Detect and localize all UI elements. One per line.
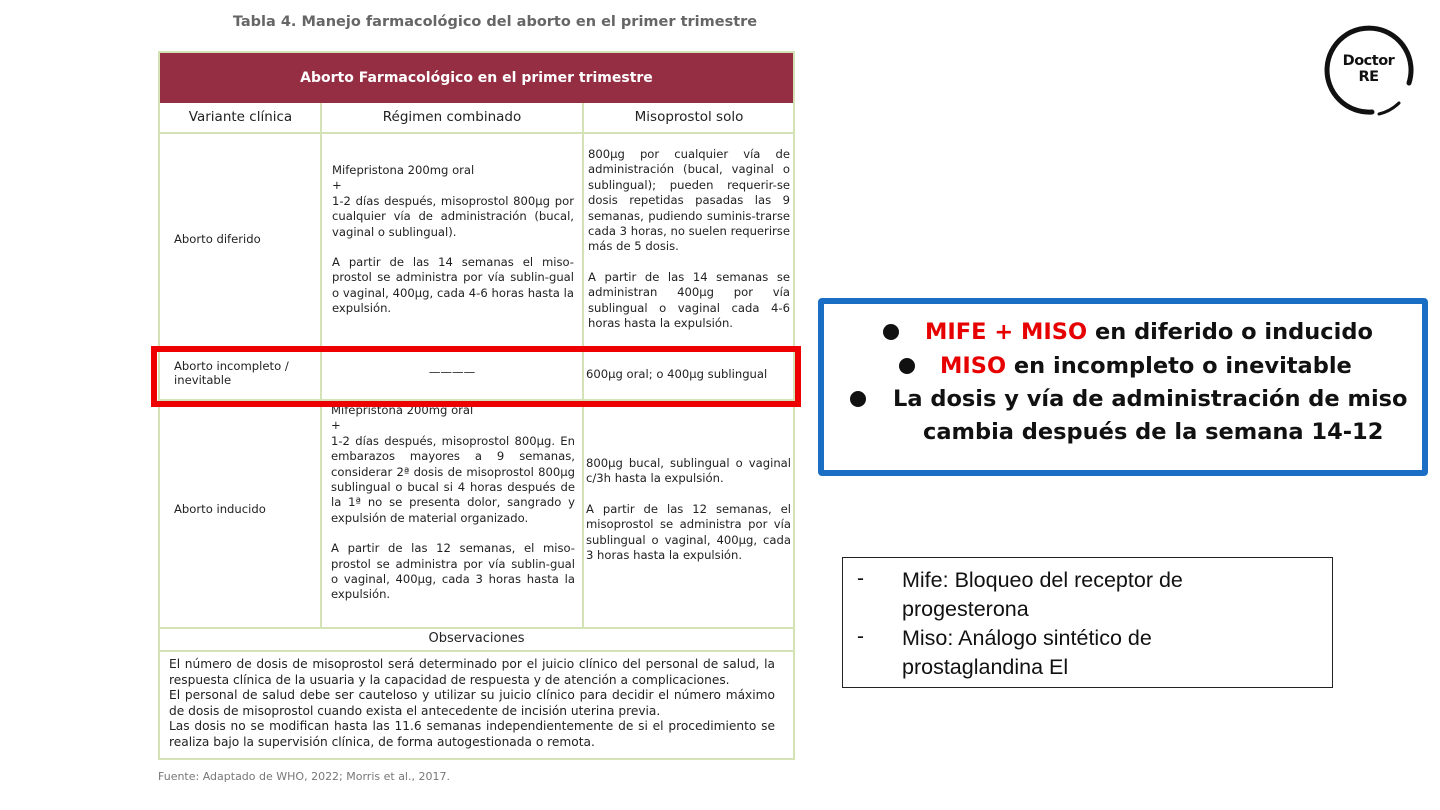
col-header-miso: Misoprostol solo — [634, 109, 744, 126]
row-combined-inducido: Mifepristona 200mg oral + 1-2 días después, misoprostol 800μg. En embarazos mayores a 9 semanas, considerar 2ª dosis de misoprostol 800μg sublingual o bucal si 4 horas después de la 1ª no se presenta dolor, sangrado y expulsión de material organizado. A partir de las 12 semanas, el miso-prostol se administra por vía sublin-gual o vaginal, 400μg, cada 3 horas hasta la expulsión. — [331, 403, 575, 602]
grid-line — [160, 650, 793, 652]
doctor-re-logo — [1321, 23, 1416, 118]
col-header-variant: Variante clínica — [188, 109, 293, 126]
row-miso-diferido: 800μg por cualquier vía de administración (bucal, vaginal o sublingual); pueden requerir-se dosis repetidas pasadas las 9 semanas, pudiendo suminis-trarse cada 3 horas, no suelen requerirse más de 5 dosis. A partir de las 14 semanas se administran 400μg por vía sublingual o vaginal cada 4-6 horas hasta la expulsión. — [588, 147, 790, 331]
logo-text: Doctor RE — [1342, 53, 1395, 85]
row-combined-incompleto: ———— — [428, 365, 476, 379]
row-combined-diferido: Mifepristona 200mg oral + 1-2 días después, misoprostol 800μg por cualquier vía de administración (bucal, vaginal o sublingual). A partir de las 14 semanas el miso-prostol se administra por vía sublin-gual o vaginal, 400μg, cada 4-6 horas hasta la expulsión. — [332, 163, 574, 316]
note-dash: - — [857, 567, 864, 590]
summary-bullet-3-line2: cambia después de la semana 14-12 — [923, 419, 1384, 445]
observations-text: El número de dosis de misoprostol será determinado por el juicio clínico del personal de salud, la respuesta clínica de la usuaria y la capacidad de respuesta y de atención a complicaciones. El personal de salud debe ser cauteloso y utilizar su juicio clínico para decidir el número máximo de dosis de misoprostol cuando exista el antecedente de incisión uterina previa. Las dosis no se modifican hasta las 11.6 semanas independientemente de si el procedimiento se realiza bajo la supervisión clínica, de forma autogestionada o remota. — [169, 657, 775, 749]
grid-line — [160, 132, 793, 134]
summary-bullet-2: MISO en incompleto o inevitable — [940, 353, 1352, 379]
bullet-dot — [883, 324, 899, 340]
note-mife: Mife: Bloqueo del receptor de progesterona — [902, 568, 1183, 621]
row-variant-diferido: Aborto diferido — [174, 232, 261, 246]
table-source: Fuente: Adaptado de WHO, 2022; Morris et al., 2017. — [158, 770, 450, 783]
bullet-dot — [899, 358, 915, 374]
note-miso: Miso: Análogo sintético de prostaglandina El — [902, 626, 1152, 679]
bullet-dot — [850, 391, 866, 407]
highlight-red-box — [151, 346, 801, 407]
summary-bullet-3-line1: La dosis y vía de administración de miso — [893, 386, 1408, 412]
notes-box — [842, 557, 1333, 688]
col-header-combined: Régimen combinado — [382, 109, 522, 126]
observations-title: Observaciones — [428, 631, 525, 647]
table-caption: Tabla 4. Manejo farmacológico del aborto en el primer trimestre — [232, 14, 758, 30]
row-miso-inducido: 800μg bucal, sublingual o vaginal c/3h hasta la expulsión. A partir de las 12 semanas, el misoprostol se administra por vía sublingual o vaginal, 400μg, cada 3 horas hasta la expulsión. — [586, 456, 791, 563]
table-header: Aborto Farmacológico en el primer trimestre — [160, 53, 793, 103]
note-dash: - — [857, 625, 864, 648]
row-variant-inducido: Aborto inducido — [174, 502, 266, 516]
row-miso-incompleto: 600μg oral; o 400μg sublingual — [586, 367, 768, 381]
row-variant-incompleto: Aborto incompleto / inevitable — [174, 359, 289, 387]
summary-bullet-1: MIFE + MISO en diferido o inducido — [925, 319, 1373, 345]
